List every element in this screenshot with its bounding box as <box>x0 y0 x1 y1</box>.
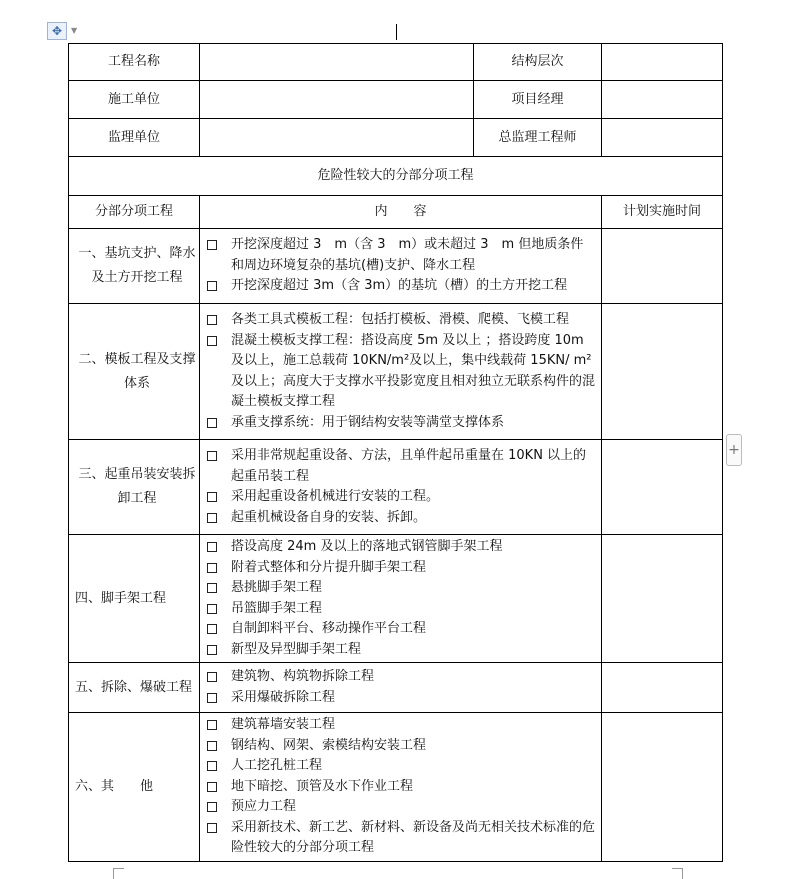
checkbox-icon[interactable] <box>207 492 217 502</box>
checkbox-icon[interactable] <box>207 240 217 250</box>
checkbox-icon[interactable] <box>207 645 217 655</box>
structure-level-label: 结构层次 <box>474 44 602 81</box>
list-item: 钢结构、网架、索模结构安装工程 <box>206 736 595 757</box>
checkbox-icon[interactable] <box>207 782 217 792</box>
hazardous-works-table <box>68 43 723 862</box>
list-item: 搭设高度 24m 及以上的落地式钢管脚手架工程 <box>206 537 595 558</box>
list-item: 建筑物、构筑物拆除工程 <box>206 667 595 688</box>
plan-time-cell[interactable] <box>602 304 723 440</box>
checkbox-icon[interactable] <box>207 563 217 573</box>
list-item: 采用非常规起重设备、方法，且单件起吊重量在 10KN 以上的起重吊装工程 <box>206 446 595 487</box>
text-cursor <box>396 24 397 40</box>
project-manager-label: 项目经理 <box>474 81 602 119</box>
list-item: 悬挑脚手架工程 <box>206 578 595 599</box>
list-item: 采用新技术、新工艺、新材料、新设备及尚无相关技术标准的危险性较大的分部分项工程 <box>206 818 595 859</box>
column-header-sub-project: 分部分项工程 <box>69 196 200 229</box>
table-row <box>69 713 723 862</box>
checkbox-icon[interactable] <box>207 761 217 771</box>
table-row <box>69 304 723 440</box>
table-move-handle-icon[interactable]: ✥ <box>47 22 67 40</box>
plan-time-cell[interactable] <box>602 713 723 862</box>
list-item: 开挖深度超过 3m（含 3m）的基坑（槽）的土方开挖工程 <box>206 276 595 297</box>
table-row <box>69 196 723 229</box>
checkbox-icon[interactable] <box>207 624 217 634</box>
checkbox-icon[interactable] <box>207 693 217 703</box>
construction-unit-value[interactable] <box>200 81 474 119</box>
list-item: 各类工具式模板工程：包括打模板、滑模、爬模、飞模工程 <box>206 310 595 331</box>
structure-level-value[interactable] <box>602 44 723 81</box>
list-item: 地下暗挖、顶管及水下作业工程 <box>206 777 595 798</box>
table-row <box>69 440 723 535</box>
column-header-plan-time: 计划实施时间 <box>602 196 723 229</box>
checkbox-icon[interactable] <box>207 802 217 812</box>
checkbox-icon[interactable] <box>207 513 217 523</box>
list-item: 混凝土模板支撑工程：搭设高度 5m 及以上 ；搭设跨度 10m 及以上，施工总载荷 10KN/m²及以上，集中线载荷 15KN/ m² 及以上；高度大于支撑水平投影宽度且相对独立无联系构件的混凝土模板支撑工程 <box>206 331 595 413</box>
project-name-value[interactable] <box>200 44 474 81</box>
table-row <box>69 119 723 157</box>
section-items <box>200 663 602 713</box>
page-corner-mark-left <box>113 868 124 879</box>
checkbox-icon[interactable] <box>207 720 217 730</box>
checkbox-icon[interactable] <box>207 336 217 346</box>
chief-supervisor-label: 总监理工程师 <box>474 119 602 157</box>
column-header-content: 内 容 <box>200 196 602 229</box>
supervision-unit-value[interactable] <box>200 119 474 157</box>
section-items <box>200 535 602 663</box>
checkbox-icon[interactable] <box>207 604 217 614</box>
checkbox-icon[interactable] <box>207 418 217 428</box>
list-item: 吊篮脚手架工程 <box>206 599 595 620</box>
section-items <box>200 229 602 304</box>
list-item: 自制卸料平台、移动操作平台工程 <box>206 619 595 640</box>
list-item: 起重机械设备自身的安装、拆卸。 <box>206 508 595 529</box>
section-label: 四、脚手架工程 <box>69 535 200 663</box>
table-row <box>69 44 723 81</box>
checkbox-icon[interactable] <box>207 315 217 325</box>
checkbox-icon[interactable] <box>207 451 217 461</box>
list-item: 新型及异型脚手架工程 <box>206 640 595 661</box>
chief-supervisor-value[interactable] <box>602 119 723 157</box>
plan-time-cell[interactable] <box>602 440 723 535</box>
table-row <box>69 663 723 713</box>
plan-time-cell[interactable] <box>602 535 723 663</box>
table-row <box>69 535 723 663</box>
section-label: 六、其 他 <box>69 713 200 862</box>
checkbox-icon[interactable] <box>207 672 217 682</box>
section-items <box>200 713 602 862</box>
checkbox-icon[interactable] <box>207 583 217 593</box>
add-column-icon[interactable]: + <box>726 434 742 466</box>
section-label: 一、基坑支护、降水及土方开挖工程 <box>69 229 200 304</box>
list-item: 附着式整体和分片提升脚手架工程 <box>206 558 595 579</box>
section-label: 三、起重吊装安装拆卸工程 <box>69 440 200 535</box>
list-item: 采用爆破拆除工程 <box>206 688 595 709</box>
table-row <box>69 157 723 196</box>
plan-time-cell[interactable] <box>602 663 723 713</box>
section-label: 二、模板工程及支撑体系 <box>69 304 200 440</box>
project-name-label: 工程名称 <box>69 44 200 81</box>
checkbox-icon[interactable] <box>207 823 217 833</box>
checkbox-icon[interactable] <box>207 281 217 291</box>
plan-time-cell[interactable] <box>602 229 723 304</box>
construction-unit-label: 施工单位 <box>69 81 200 119</box>
checkbox-icon[interactable] <box>207 542 217 552</box>
list-item: 人工挖孔桩工程 <box>206 756 595 777</box>
list-item: 采用起重设备机械进行安装的工程。 <box>206 487 595 508</box>
checkbox-icon[interactable] <box>207 741 217 751</box>
section-label: 五、拆除、爆破工程 <box>69 663 200 713</box>
list-item: 承重支撑系统：用于钢结构安装等满堂支撑体系 <box>206 413 595 434</box>
section-items <box>200 304 602 440</box>
project-manager-value[interactable] <box>602 81 723 119</box>
list-item: 开挖深度超过 3 m（含 3 m）或未超过 3 m 但地质条件和周边环境复杂的基坑(槽)支护、降水工程 <box>206 235 595 276</box>
section-items <box>200 440 602 535</box>
supervision-unit-label: 监理单位 <box>69 119 200 157</box>
table-row <box>69 81 723 119</box>
table-title: 危险性较大的分部分项工程 <box>69 157 723 196</box>
list-item: 预应力工程 <box>206 797 595 818</box>
page-corner-mark-right <box>672 868 683 879</box>
table-row <box>69 229 723 304</box>
list-item: 建筑幕墙安装工程 <box>206 715 595 736</box>
dropdown-arrow-icon[interactable]: ▼ <box>71 26 78 35</box>
